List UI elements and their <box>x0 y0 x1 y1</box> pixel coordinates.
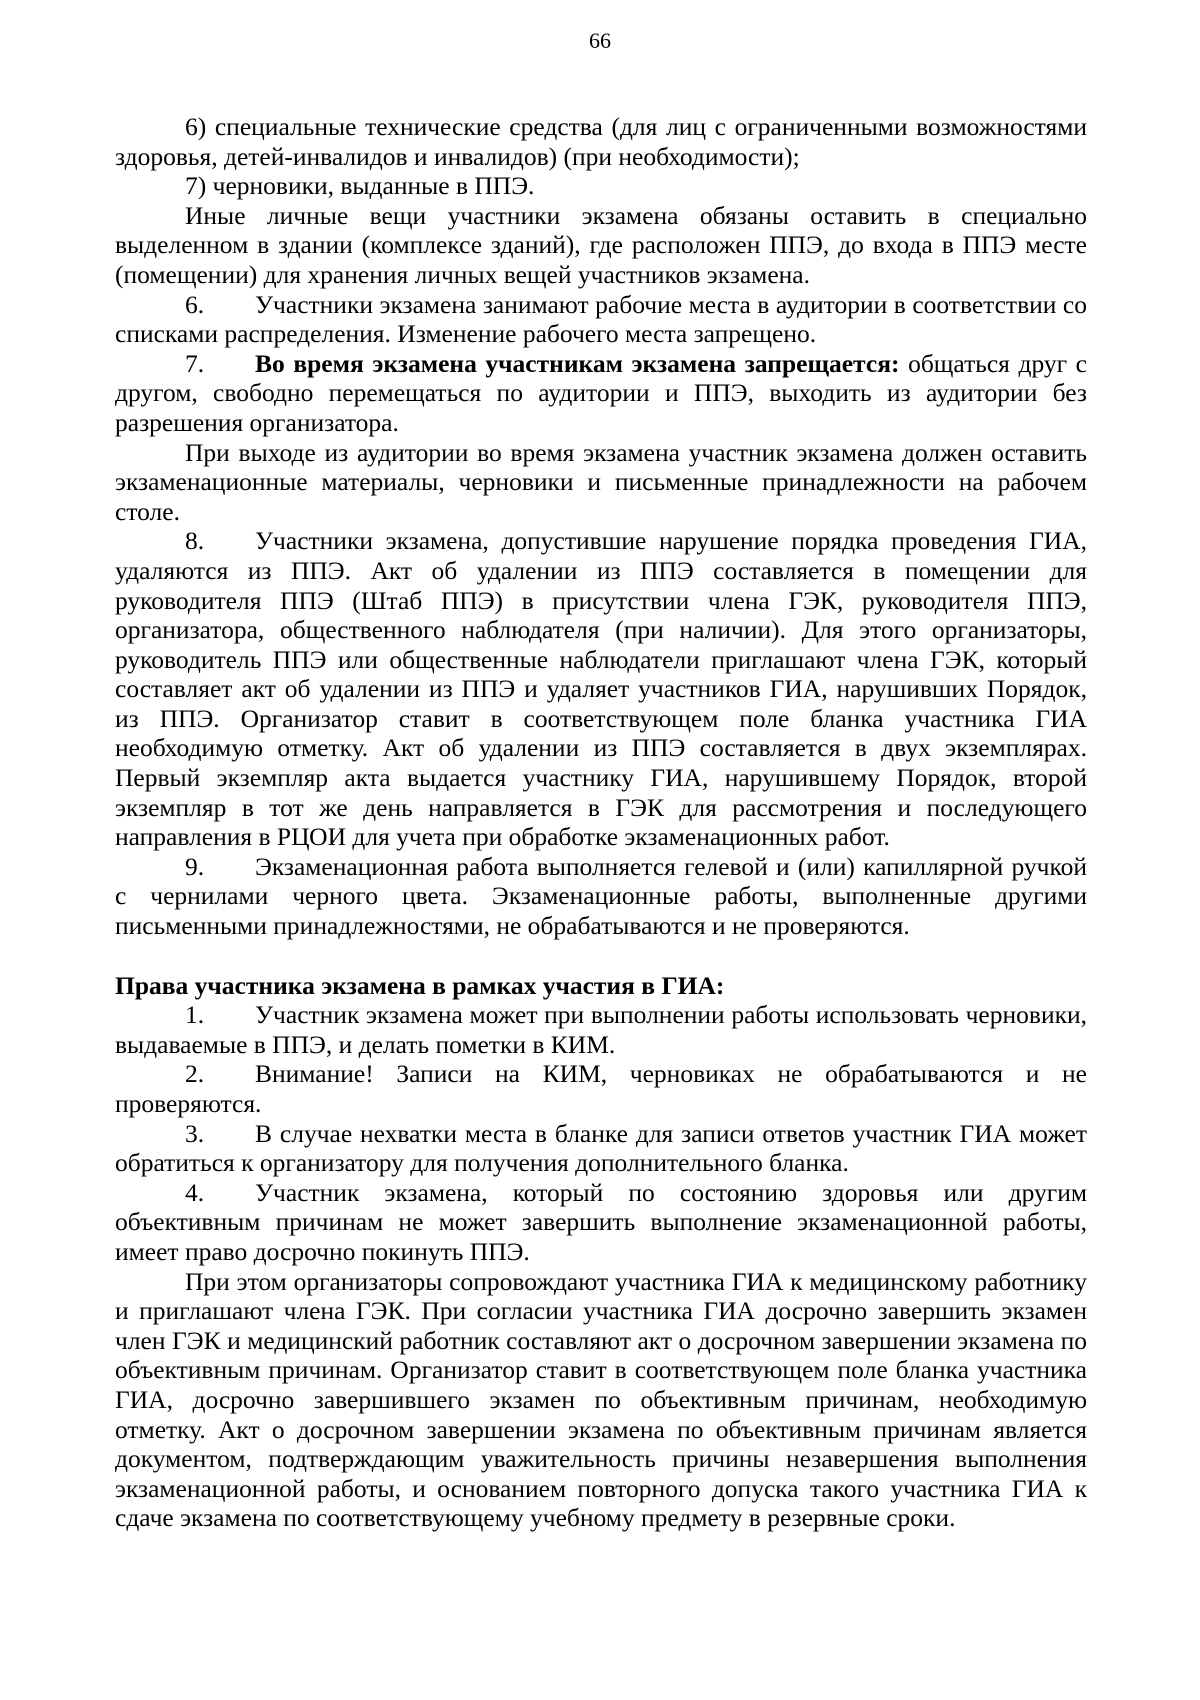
paragraph-number: 7. <box>185 348 205 378</box>
spacer <box>115 941 1087 971</box>
paragraph-text: Экзаменационная работа выполняется гелевой и (или) капиллярной ручкой с чернилами черного цвета. Экзаменационные работы, выполненные другими письменными принадлежностями, не обрабатываются и не проверяются. <box>115 851 1087 941</box>
paragraph-bold-lead: Во время экзамена участникам экзамена запрещается: <box>255 348 900 378</box>
paragraph-text: Иные личные вещи участники экзамена обязаны оставить в специально выделенном в здании (комплексе зданий), где расположен ППЭ, до входа в ППЭ месте (помещении) для хранения личных вещей участников экзамена. <box>115 200 1087 289</box>
page-number: 66 <box>589 28 611 53</box>
paragraph-number: 2. <box>185 1059 205 1089</box>
numbered-paragraph-6 <box>115 290 1087 349</box>
paragraph-text: Участник экзамена, который по состоянию здоровья или другим объективным причинам не может завершить выполнение экзаменационной работы, имеет право досрочно покинуть ППЭ. <box>115 1177 1087 1266</box>
paragraph-text: В случае нехватки места в бланке для записи ответов участник ГИА может обратиться к организатору для получения дополнительного бланка. <box>115 1118 1087 1178</box>
rights-paragraph-1 <box>115 1000 1087 1059</box>
paragraph-number: 8. <box>185 526 205 556</box>
paragraph-text: При выходе из аудитории во время экзамена участник экзамена должен оставить экзаменационные материалы, черновики и письменные принадлежности на рабочем столе. <box>115 437 1087 526</box>
numbered-paragraph-9 <box>115 852 1087 941</box>
paragraph-number: 1. <box>185 1000 205 1030</box>
rights-paragraph-2 <box>115 1059 1087 1118</box>
rights-paragraph-3 <box>115 1119 1087 1178</box>
numbered-paragraph-8 <box>115 526 1087 852</box>
document-body <box>115 112 1087 1533</box>
paragraph-text: Участник экзамена может при выполнении работы использовать черновики, выдаваемые в ППЭ, и делать пометки в КИМ. <box>115 1000 1087 1059</box>
paragraph-number: 9. <box>185 851 205 881</box>
paragraph-text: 7) черновики, выданные в ППЭ. <box>185 171 535 201</box>
paragraph-text: Участники экзамена занимают рабочие места в аудитории в соответствии со списками распределения. Изменение рабочего места запрещено. <box>115 289 1087 349</box>
paragraph-personal-items <box>115 201 1087 290</box>
paragraph-text: 6) специальные технические средства (для лиц с ограниченными возможностями здоровья, детей-инвалидов и инвалидов) (при необходимости); <box>115 112 1087 171</box>
paragraph-text: При этом организаторы сопровождают участника ГИА к медицинскому работнику и приглашают члена ГЭК. При согласии участника ГИА досрочно завершить экзамен член ГЭК и медицинский работник составляют акт о досрочном завершении экзамена по объективным причинам. Организатор ставит в соответствующем поле бланка участника ГИА, досрочно завершившего экзамен по объективным причинам, необходимую отметку. Акт о досрочном завершении экзамена по объективным причинам является документом, подтверждающим уважительность причины незавершения выполнения экзаменационной работы, и основанием повторного допуска такого участника ГИА к сдаче экзамена по соответствующему учебному предмету в резервные сроки. <box>115 1266 1087 1533</box>
section-heading: Права участника экзамена в рамках участия в ГИА: <box>115 970 725 1000</box>
paragraph-number: 6. <box>185 289 205 319</box>
paragraph-leaving-room <box>115 438 1087 527</box>
paragraph-early-finish <box>115 1267 1087 1533</box>
paragraph-item-7 <box>115 171 1087 201</box>
paragraph-text: Внимание! Записи на КИМ, черновиках не обрабатываются и не проверяются. <box>115 1059 1087 1118</box>
rights-paragraph-4 <box>115 1178 1087 1267</box>
numbered-paragraph-7 <box>115 349 1087 438</box>
paragraph-text: общаться друг с другом, свободно перемещаться по аудитории и ППЭ, выходить из аудитории без разрешения организатора. <box>115 348 1087 437</box>
paragraph-number: 3. <box>185 1118 205 1148</box>
paragraph-item-6 <box>115 112 1087 171</box>
paragraph-text: Участники экзамена, допустившие нарушение порядка проведения ГИА, удаляются из ППЭ. Акт об удалении из ППЭ составляется в помещении для руководителя ППЭ (Штаб ППЭ) в присутствии члена ГЭК, руководителя ППЭ, организатора, общественного наблюдателя (при наличии). Для этого организаторы, руководитель ППЭ или общественные наблюдатели приглашают члена ГЭК, который составляет акт об удалении из ППЭ и удаляет участников ГИА, нарушивших Порядок, из ППЭ. Организатор ставит в соответствующем поле бланка участника ГИА необходимую отметку. Акт об удалении из ППЭ составляется в двух экземплярах. Первый экземпляр акта выдается участнику ГИА, нарушившему Порядок, второй экземпляр в тот же день направляется в ГЭК для рассмотрения и последующего направления в РЦОИ для учета при обработке экзаменационных работ. <box>115 526 1087 852</box>
paragraph-number: 4. <box>185 1177 205 1207</box>
